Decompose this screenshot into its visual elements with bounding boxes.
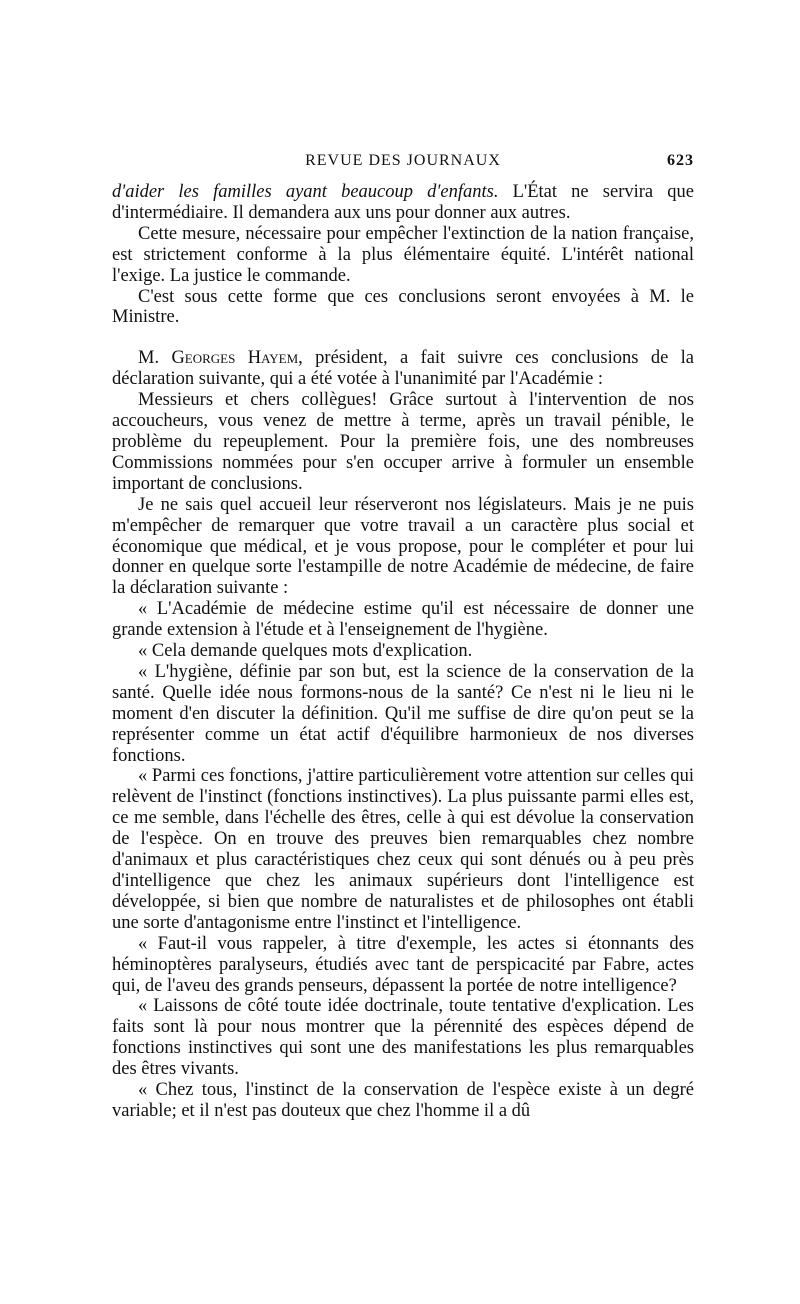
paragraph [112,348,694,390]
paragraph: « Faut-il vous rappeler, à titre d'exemple, les actes si étonnants des héminoptères paralyseurs, étudiés avec tant de perspicacité par Fabre, actes qui, de l'aveu des grands penseurs, dépassent la portée de notre intelligence? [112,933,694,996]
italic-phrase: d'aider les familles ayant beaucoup d'enfants. [112,182,499,202]
page-number: 623 [667,152,694,169]
paragraph: Je ne sais quel accueil leur réserveront nos législateurs. Mais je ne puis m'empêcher de remarquer que votre travail a un caractère plus social et économique que médical, et je vous propose, pour le compléter et pour lui donner en quelque sorte l'estampille de notre Académie de médecine, de faire la déclaration suivante : [112,494,694,599]
paragraph: « L'Académie de médecine estime qu'il est nécessaire de donner une grande extension à l'étude et à l'enseignement de l'hygiène. [112,599,694,641]
paragraph-lead: M. [138,348,172,369]
running-head: REVUE DES JOURNAUX [305,152,501,169]
paragraph: « Chez tous, l'instinct de la conservation de l'espèce existe à un degré variable; et il n'est pas douteux que chez l'homme il a dû [112,1080,694,1121]
paragraph: « Laissons de côté toute idée doctrinale, toute tentative d'explication. Les faits sont là pour nous montrer que la pérennité des espèces dépend de fonctions instinctives qui sont une des manifestations les plus remarquables des êtres vivants. [112,996,694,1080]
paragraph-text: , président, a fait suivre ces conclusions de la déclaration suivante, qui a été votée à l'unanimité par l'Académie : [112,348,694,390]
paragraph: « Cela demande quelques mots d'explication. [138,641,473,662]
body-text [112,182,694,1122]
speaker-name: Georges Hayem [171,348,299,369]
paragraph: Messieurs et chers collègues! Grâce surtout à l'intervention de nos accoucheurs, vous venez de mettre à terme, après un travail pénible, le problème du repeuplement. Pour la première fois, une des nombreuses Commissions nommées pour s'en occuper arrive à formuler un ensemble important de conclusions. [112,390,694,494]
paragraph: C'est sous cette forme que ces conclusions seront envoyées à M. le Ministre. [112,286,694,328]
paragraph [112,182,694,224]
paragraph: Cette mesure, nécessaire pour empêcher l'extinction de la nation française, est strictement conforme à la plus élémentaire équité. L'intérêt national l'exige. La justice le commande. [112,223,694,286]
paragraph: « Parmi ces fonctions, j'attire particulièrement votre attention sur celles qui relèvent de l'instinct (fonctions instinctives). La plus puissante parmi elles est, ce me semble, dans l'échelle des êtres, celle à qui est dévolue la conservation de l'espèce. On en trouve des preuves bien remarquables chez nombre d'animaux et plus caractéristiques chez ceux qui sont dénués ou à peu près d'intelligence que chez les animaux supérieurs dont l'intelligence est développée, si bien que nombre de naturalistes et de philosophes ont établi une sorte d'antagonisme entre l'instinct et l'intelligence. [112,766,694,933]
page-header [112,152,694,178]
paragraph-text: L'État ne servira que d'intermédiaire. Il demandera aux uns pour donner aux autres. [112,182,694,223]
paragraph: « L'hygiène, définie par son but, est la science de la conservation de la santé. Quelle idée nous formons-nous de la santé? Ce n'est ni le lieu ni le moment d'en discuter la définition. Qu'il me suffise de dire qu'on peut se la représenter comme un état actif d'équilibre harmonieux de nos diverses fonctions. [112,661,694,766]
